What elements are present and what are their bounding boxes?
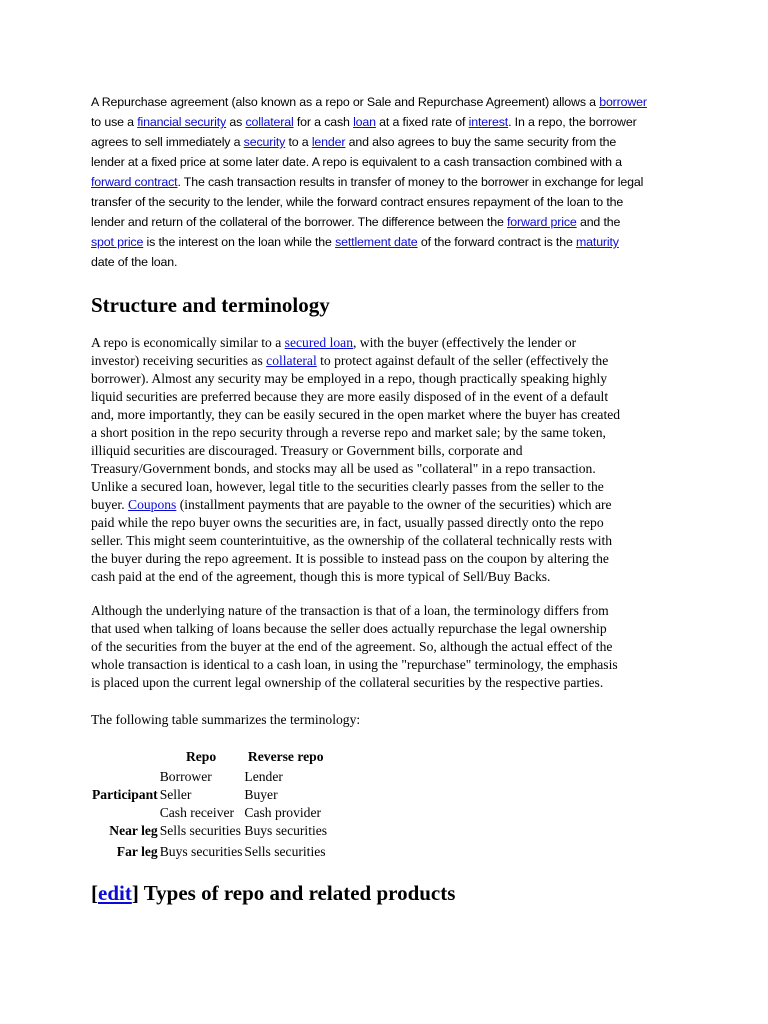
inline-link[interactable]: forward price — [506, 215, 577, 229]
text-line — [91, 674, 618, 692]
paragraph-repo-economics — [91, 334, 620, 586]
text-run: to use a — [91, 115, 138, 129]
inline-link[interactable]: collateral — [245, 115, 294, 129]
text-run: cash paid at the end of the agreement, though this is more typical of Sell/Buy Backs. — [91, 569, 551, 584]
inline-link[interactable]: borrower — [599, 95, 647, 109]
text-line — [91, 232, 681, 252]
text-line — [91, 352, 620, 370]
text-run: date of the loan. — [91, 255, 178, 269]
text-run: that used when talking of loans because the seller does actually repurchase the legal ownership — [91, 621, 607, 636]
text-run: illiquid securities are discouraged. Treasury or Government bills, corporate and — [91, 443, 523, 458]
inline-link[interactable]: loan — [353, 115, 376, 129]
text-run: and, more importantly, they can be easily secured in the open market where the buyer has created — [91, 407, 621, 422]
text-run: a short position in the repo security through a reverse repo and market sale; by the same token, — [91, 425, 606, 440]
text-line — [91, 112, 681, 132]
text-run: at a fixed rate of — [375, 115, 469, 129]
text-line — [91, 496, 620, 514]
heading-types-title: Types of repo and related products — [138, 881, 456, 905]
text-line — [91, 388, 620, 406]
table-header-row — [91, 748, 328, 768]
text-run: the buyer during the repo agreement. It is possible to instead pass on the coupon by altering the — [91, 551, 609, 566]
text-line — [91, 334, 620, 352]
text-line — [91, 252, 681, 272]
text-run: . The cash transaction results in transfer of money to the borrower in exchange for legal — [177, 175, 644, 189]
text-run: transfer of the security to the lender, while the forward contract ensures repayment of the loan to the — [91, 195, 624, 209]
inline-link[interactable]: spot price — [91, 235, 144, 249]
text-line — [91, 152, 681, 172]
text-line — [91, 620, 618, 638]
text-run: seller. This might seem counterintuitive, as the ownership of the collateral technically rests with — [91, 533, 613, 548]
terminology-table — [91, 748, 328, 861]
inline-link[interactable]: settlement date — [335, 235, 418, 249]
table-row-near-leg — [91, 822, 328, 840]
text-line — [91, 370, 620, 388]
text-line — [91, 442, 620, 460]
text-run: and the — [576, 215, 621, 229]
text-line — [91, 460, 620, 478]
text-line — [91, 568, 620, 586]
paragraph-table-intro: The following table summarizes the terminology: — [91, 712, 361, 727]
table-row-participant — [91, 768, 328, 822]
text-run: for a cash — [293, 115, 354, 129]
text-line — [91, 478, 620, 496]
cell-line: Seller — [159, 787, 192, 802]
cell-line: Cash provider — [244, 805, 322, 820]
text-run: investor) receiving securities as — [91, 353, 267, 368]
table-row-far-leg — [91, 840, 328, 861]
cell-line: Cash receiver — [159, 805, 235, 820]
text-line — [91, 532, 620, 550]
inline-link[interactable]: maturity — [575, 235, 619, 249]
text-line — [91, 656, 618, 674]
text-run: Treasury/Government bonds, and stocks may all be used as "collateral" in a repo transaction. — [91, 461, 596, 476]
text-run: A Repurchase agreement (also known as a repo or Sale and Repurchase Agreement) allows a — [91, 95, 600, 109]
text-run: to protect against default of the seller (effectively the — [316, 353, 609, 368]
text-line — [91, 424, 620, 442]
inline-link[interactable]: security — [243, 135, 286, 149]
text-run: and also agrees to buy the same security from the — [345, 135, 617, 149]
cell-far-leg-reverse-repo: Sells securities — [244, 844, 326, 859]
inline-link[interactable]: financial security — [137, 115, 227, 129]
text-run: liquid securities are preferred because they are more easily disposed of in the event of a default — [91, 389, 609, 404]
text-run: is the interest on the loan while the — [143, 235, 336, 249]
text-line — [91, 406, 620, 424]
cell-line: Buyer — [244, 787, 278, 802]
cell-line: Borrower — [159, 769, 212, 784]
text-run: to a — [285, 135, 312, 149]
inline-link[interactable]: interest — [468, 115, 509, 129]
text-line — [91, 514, 620, 532]
text-run: lender and return of the collateral of the borrower. The difference between the — [91, 215, 507, 229]
text-run: paid while the repo buyer owns the securities are, in fact, usually passed directly onto the repo — [91, 515, 604, 530]
cell-line: Lender — [244, 769, 283, 784]
cell-far-leg-repo: Buys securities — [159, 844, 243, 859]
inline-link[interactable]: lender — [311, 135, 346, 149]
text-run: is placed upon the current legal ownership of the collateral securities by the respective parties. — [91, 675, 604, 690]
text-run: Unlike a secured loan, however, legal title to the securities clearly passes from the seller to the — [91, 479, 604, 494]
text-run: buyer. — [91, 497, 128, 512]
text-line — [91, 212, 681, 232]
text-line — [91, 92, 681, 112]
cell-near-leg-reverse-repo: Buys securities — [244, 823, 328, 838]
table-corner-cell — [91, 748, 159, 768]
edit-open-bracket: [ — [91, 881, 98, 905]
inline-link[interactable]: Coupons — [128, 497, 177, 512]
cell-near-leg-repo: Sells securities — [159, 823, 241, 838]
text-run: as — [226, 115, 246, 129]
text-line — [91, 550, 620, 568]
column-header-reverse-repo: Reverse repo — [247, 749, 324, 764]
paragraph-terminology-differs — [91, 602, 618, 692]
row-header-participant: Participant — [92, 787, 158, 802]
cell-participant-reverse-repo — [243, 768, 328, 822]
text-line — [91, 132, 681, 152]
text-run: borrower). Almost any security may be employed in a repo, though practically speaking highly — [91, 371, 608, 386]
text-run: of the forward contract is the — [417, 235, 576, 249]
text-run: of the securities from the buyer at the end of the agreement. So, although the actual effect of the — [91, 639, 613, 654]
heading-structure-and-terminology: Structure and terminology — [91, 293, 330, 317]
text-run: , with the buyer (effectively the lender or — [353, 335, 577, 350]
text-run: . In a repo, the borrower — [508, 115, 637, 129]
heading-types-of-repo — [91, 880, 455, 906]
text-line — [91, 172, 681, 192]
inline-link[interactable]: collateral — [266, 353, 317, 368]
row-header-near-leg: Near leg — [109, 823, 158, 838]
text-line — [91, 602, 618, 620]
text-run: (installment payments that are payable to the owner of the securities) which are — [176, 497, 612, 512]
text-line — [91, 192, 681, 212]
text-run: lender at a fixed price at some later date. A repo is equivalent to a cash transaction combined with a — [91, 155, 622, 169]
edit-close-bracket: ] — [131, 881, 139, 905]
text-run: A repo is economically similar to a — [91, 335, 285, 350]
row-header-far-leg: Far leg — [116, 844, 158, 859]
text-run: agrees to sell immediately a — [91, 135, 244, 149]
inline-link[interactable]: secured loan — [284, 335, 353, 350]
intro-paragraph — [91, 92, 681, 272]
column-header-repo: Repo — [185, 749, 217, 764]
text-run: Although the underlying nature of the transaction is that of a loan, the terminology differs from — [91, 603, 609, 618]
edit-link[interactable]: edit — [98, 881, 132, 905]
inline-link[interactable]: forward contract — [91, 175, 178, 189]
text-run: whole transaction is identical to a cash loan, in using the "repurchase" terminology, the emphasis — [91, 657, 618, 672]
cell-participant-repo — [159, 768, 244, 822]
text-line — [91, 638, 618, 656]
